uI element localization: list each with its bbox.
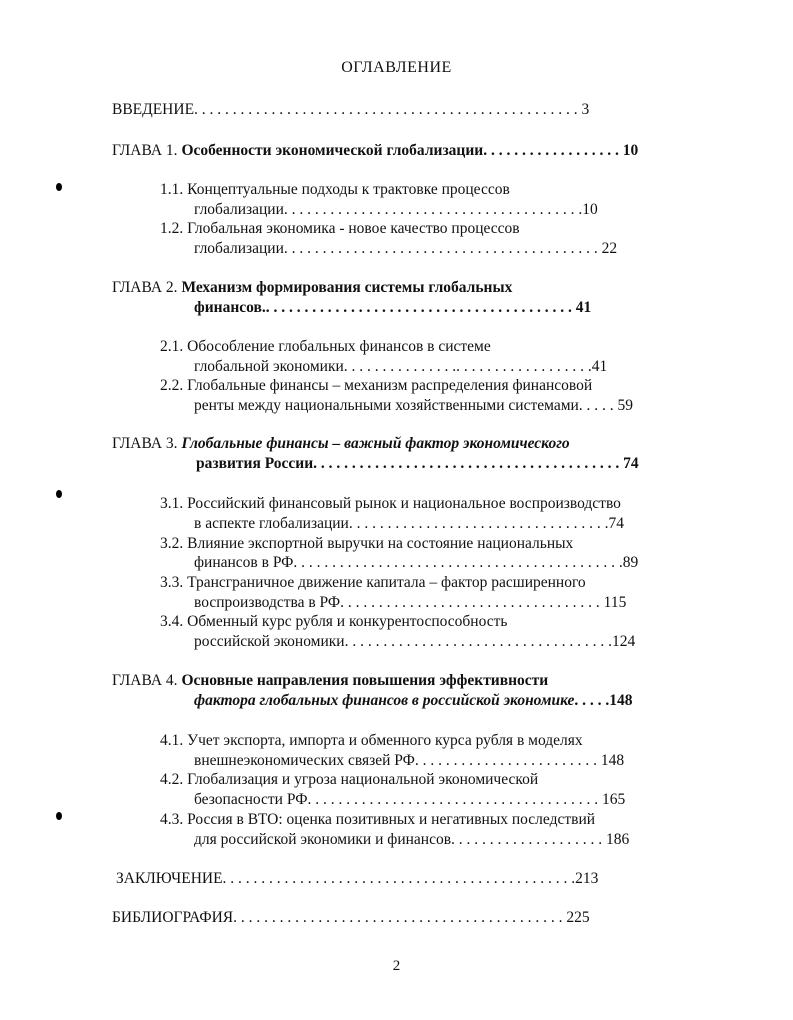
- toc-chapter-3: [112, 434, 570, 453]
- toc-section-3-4: 3.4. Обменный курс рубля и конкурентоспособность: [160, 613, 508, 630]
- toc-section-3-2: 3.2. Влияние экспортной выручки на состояние национальных: [160, 535, 574, 552]
- chapter-label: ГЛАВА 3.: [112, 435, 182, 452]
- toc-section-2-2-cont: ренты между национальными хозяйственными системами. . . . . 59: [194, 397, 634, 414]
- toc-section-2-1: 2.1. Обособление глобальных финансов в системе: [160, 338, 491, 355]
- toc-section-3-3: 3.3. Трансграничное движение капитала – фактор расширенного: [160, 574, 586, 591]
- toc-section-4-2: 4.2. Глобализация и угроза национальной экономической: [160, 771, 539, 788]
- toc-section-3-3-cont: воспроизводства в РФ. . . . . . . . . . . . . . . . . . . . . . . . . . . . . . . . . . 115: [194, 594, 627, 611]
- chapter-label: ГЛАВА 1.: [112, 142, 182, 159]
- toc-chapter-4: [112, 671, 548, 690]
- toc-section-3-1-cont: в аспекте глобализации. . . . . . . . . . . . . . . . . . . . . . . . . . . . . . . . . .74: [194, 515, 624, 532]
- toc-section-4-3-cont: для российской экономики и финансов. . . . . . . . . . . . . . . . . . . . 186: [194, 831, 630, 848]
- chapter-title: Особенности экономической глобализации. . . . . . . . . . . . . . . . . . 10: [181, 142, 639, 159]
- toc-section-4-1-cont: внешнеэкономических связей РФ. . . . . . . . . . . . . . . . . . . . . . . . 148: [194, 752, 625, 769]
- toc-section-1-1: 1.1. Концептуальные подходы к трактовке процессов: [160, 181, 510, 198]
- toc-intro: ВВЕДЕНИЕ. . . . . . . . . . . . . . . . . . . . . . . . . . . . . . . . . . . . . . . . . . . . . . . . . . 3: [112, 101, 590, 118]
- toc-chapter-4-cont: [194, 691, 632, 710]
- chapter-title: Механизм формирования системы глобальных: [181, 279, 513, 296]
- page-number: 2: [392, 958, 401, 974]
- toc-section-4-2-cont: безопасности РФ. . . . . . . . . . . . . . . . . . . . . . . . . . . . . . . . . . . . . . 165: [194, 791, 626, 808]
- page-title: ОГЛАВЛЕНИЕ: [341, 59, 452, 76]
- margin-dot: [56, 490, 62, 498]
- chapter-title: Основные направления повышения эффективности: [181, 672, 549, 689]
- toc-section-1-1-cont: глобализации. . . . . . . . . . . . . . . . . . . . . . . . . . . . . . . . . . . . . . .10: [194, 201, 598, 218]
- toc-section-1-2: 1.2. Глобальная экономика - новое качество процессов: [160, 220, 520, 237]
- chapter-title-cont: фактора глобальных финансов в российской экономике: [194, 692, 575, 709]
- toc-section-3-4-cont: российской экономики. . . . . . . . . . . . . . . . . . . . . . . . . . . . . . . . . . .124: [194, 633, 636, 650]
- chapter-page: . . . . . . . . . . . . . . . . . . . . . . . . . . . . . . . . . . . . . . . . 74: [313, 455, 639, 472]
- chapter-page: . . . . .148: [574, 692, 633, 709]
- toc-bibliography: БИБЛИОГРАФИЯ. . . . . . . . . . . . . . . . . . . . . . . . . . . . . . . . . . . . . . . . . . . 225: [112, 909, 590, 926]
- toc-section-4-3: 4.3. Россия в ВТО: оценка позитивных и негативных последствий: [160, 811, 596, 828]
- toc-section-3-2-cont: финансов в РФ. . . . . . . . . . . . . . . . . . . . . . . . . . . . . . . . . . . . . . . . . . .89: [194, 554, 639, 571]
- toc-section-3-1: 3.1. Российский финансовый рынок и национальное воспроизводство: [160, 495, 621, 512]
- toc-chapter-3-cont: [196, 454, 639, 473]
- toc-section-1-2-cont: глобализации. . . . . . . . . . . . . . . . . . . . . . . . . . . . . . . . . . . . . . . . . 22: [194, 240, 618, 257]
- margin-dot: [56, 183, 62, 191]
- toc-section-2-2: 2.2. Глобальные финансы – механизм распределения финансовой: [160, 377, 593, 394]
- toc-chapter-1: [112, 141, 638, 160]
- chapter-label: ГЛАВА 2.: [112, 279, 182, 296]
- toc-section-2-1-cont: глобальной экономики. . . . . . . . . . . . . . .. . . . . . . . . . . . . . . . . .41: [194, 358, 608, 375]
- toc-conclusion: ЗАКЛЮЧЕНИЕ. . . . . . . . . . . . . . . . . . . . . . . . . . . . . . . . . . . . . . . . . . . . . .213: [116, 870, 599, 887]
- chapter-label: ГЛАВА 4.: [112, 672, 182, 689]
- toc-chapter-2: [112, 278, 512, 297]
- margin-dot: [56, 812, 62, 820]
- chapter-title: Глобальные финансы – важный фактор экономического: [181, 435, 570, 452]
- toc-section-4-1: 4.1. Учет экспорта, импорта и обменного курса рубля в моделях: [160, 732, 583, 749]
- toc-chapter-2-cont: финансов.. . . . . . . . . . . . . . . . . . . . . . . . . . . . . . . . . . . . . . . . 41: [194, 299, 592, 316]
- chapter-title-cont: развития России: [196, 455, 314, 472]
